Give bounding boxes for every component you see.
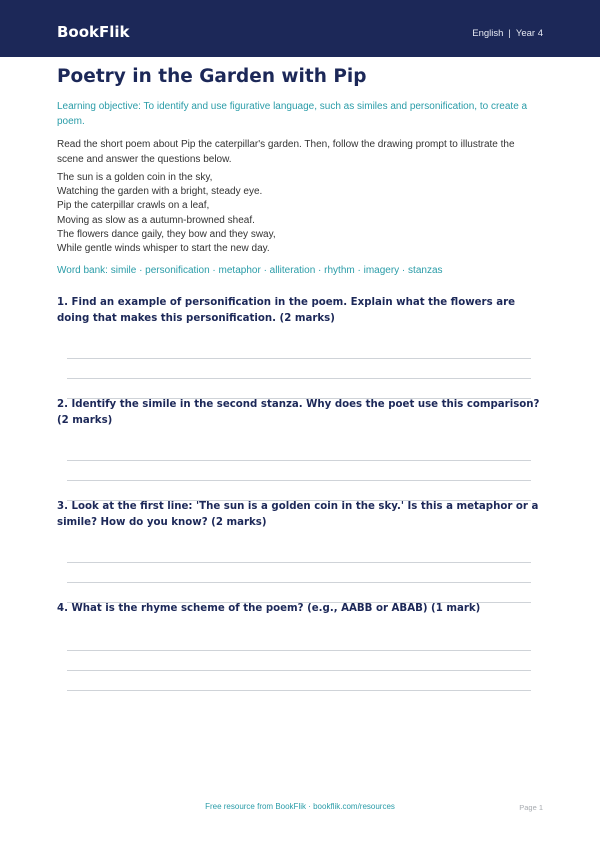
word-bank: Word bank: simile · personification · metaphor · alliteration · rhythm · imagery · stanzas (57, 265, 443, 276)
question-1: 1. Find an example of personification in the poem. Explain what the flowers are doing that makes this personification. (2 marks) (57, 297, 515, 324)
poem-line: Watching the garden with a bright, steady eye. (57, 186, 263, 198)
question-2: 2. Identify the simile in the second stanza. Why does the poet use this comparison? (2 marks) (57, 399, 540, 426)
poem-line: Moving as slow as a autumn-browned sheaf. (57, 214, 255, 226)
year-label: Year 4 (515, 28, 543, 39)
page-title: Poetry in the Garden with Pip (57, 66, 367, 87)
poem-line: The flowers dance gaily, they bow and they sway, (57, 228, 276, 240)
poem-line: The sun is a golden coin in the sky, (57, 172, 213, 183)
answer-line[interactable] (67, 582, 531, 583)
answer-line[interactable] (67, 358, 531, 359)
answer-line[interactable] (67, 670, 531, 671)
answer-line[interactable] (67, 480, 531, 481)
page-number: Page 1 (519, 803, 543, 812)
meta-separator: | (508, 28, 511, 39)
question-3: 3. Look at the first line: 'The sun is a golden coin in the sky.' Is this a metaphor or a simile? How do you know? (2 marks) (57, 501, 539, 528)
poem-line: Pip the caterpillar crawls on a leaf, (57, 200, 210, 212)
subject-year (472, 28, 543, 39)
learning-objective: Learning objective: To identify and use figurative language, such as similes and personification, to create a poem. (57, 101, 528, 127)
poem (57, 171, 543, 256)
intro-text: Read the short poem about Pip the caterpillar's garden. Then, follow the drawing prompt to illustrate the scene and answer the questions below. (57, 139, 515, 165)
answer-line[interactable] (67, 690, 531, 691)
poem-line: While gentle winds whisper to start the new day. (57, 243, 270, 255)
answer-line[interactable] (67, 562, 531, 563)
answer-line[interactable] (67, 378, 531, 379)
brand-logo: BookFlik (57, 23, 130, 41)
subject-label: English (472, 28, 504, 39)
question-4: 4. What is the rhyme scheme of the poem? (e.g., AABB or ABAB) (1 mark) (57, 603, 481, 614)
footer-resource: Free resource from BookFlik · bookflik.com/resources (205, 802, 395, 811)
answer-line[interactable] (67, 460, 531, 461)
page-header (0, 0, 600, 57)
answer-line[interactable] (67, 650, 531, 651)
